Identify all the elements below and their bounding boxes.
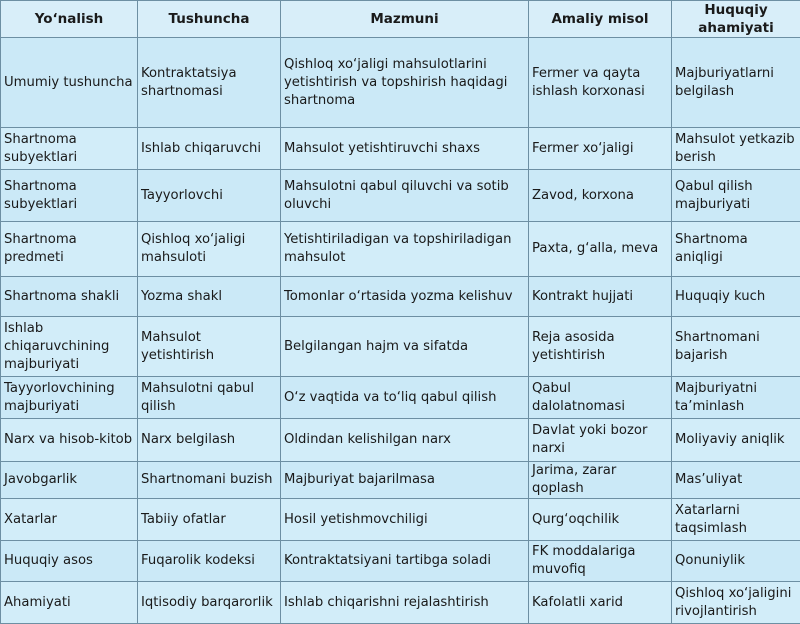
table-cell: Huquqiy kuch: [672, 277, 800, 317]
table-cell: Yozma shakl: [138, 277, 281, 317]
table-cell: Iqtisodiy barqarorlik: [138, 582, 281, 624]
table-cell: Qishloq xo‘jaligi mahsulotlarini yetishtirish va topshirish haqidagi shartnoma: [281, 38, 529, 128]
table-cell: Mahsulot yetishtiruvchi shaxs: [281, 128, 529, 170]
table-cell: Mahsulot yetkazib berish: [672, 128, 800, 170]
table-cell: Qabul qilish majburiyati: [672, 170, 800, 222]
table-cell: Fuqarolik kodeksi: [138, 541, 281, 582]
table-cell: Paxta, g‘alla, meva: [529, 222, 672, 277]
table-cell: Shartnoma predmeti: [1, 222, 138, 277]
table-row: [1, 419, 800, 462]
table-cell: Tabiiy ofatlar: [138, 499, 281, 541]
table-cell: Oldindan kelishilgan narx: [281, 419, 529, 462]
column-header-huquqiy-ahamiyati: Huquqiy ahamiyati: [672, 1, 800, 38]
table-cell: Ishlab chiqaruvchi: [138, 128, 281, 170]
column-header-mazmuni: Mazmuni: [281, 1, 529, 38]
table-cell: Ishlab chiqarishni rejalashtirish: [281, 582, 529, 624]
header-row: [1, 1, 800, 38]
table-cell: Narx va hisob-kitob: [1, 419, 138, 462]
table-cell: Narx belgilash: [138, 419, 281, 462]
table-cell: Ahamiyati: [1, 582, 138, 624]
table-cell: O‘z vaqtida va to‘liq qabul qilish: [281, 377, 529, 419]
table-cell: Qishloq xo‘jaligi mahsuloti: [138, 222, 281, 277]
table-cell: Majburiyat bajarilmasa: [281, 462, 529, 499]
table-cell: Jarima, zarar qoplash: [529, 462, 672, 499]
table-cell: Belgilangan hajm va sifatda: [281, 317, 529, 377]
table-row: [1, 582, 800, 624]
table-cell: Mahsulot yetishtirish: [138, 317, 281, 377]
table-cell: Tomonlar o‘rtasida yozma kelishuv: [281, 277, 529, 317]
table-cell: Mahsulotni qabul qiluvchi va sotib oluvchi: [281, 170, 529, 222]
table-cell: Shartnomani buzish: [138, 462, 281, 499]
table-cell: Fermer va qayta ishlash korxonasi: [529, 38, 672, 128]
table-cell: Shartnoma aniqligi: [672, 222, 800, 277]
table-cell: Ishlab chiqaruvchining majburiyati: [1, 317, 138, 377]
table-cell: Umumiy tushuncha: [1, 38, 138, 128]
table-row: [1, 499, 800, 541]
table-cell: Shartnomani bajarish: [672, 317, 800, 377]
table-row: [1, 541, 800, 582]
table-cell: Xatarlarni taqsimlash: [672, 499, 800, 541]
table-cell: Majburiyatlarni belgilash: [672, 38, 800, 128]
table-cell: Qishloq xo‘jaligini rivojlantirish: [672, 582, 800, 624]
table-row: [1, 222, 800, 277]
table-cell: Xatarlar: [1, 499, 138, 541]
table-cell: Davlat yoki bozor narxi: [529, 419, 672, 462]
table-cell: Kontrakt hujjati: [529, 277, 672, 317]
column-header-tushuncha: Tushuncha: [138, 1, 281, 38]
table-cell: Tayyorlovchining majburiyati: [1, 377, 138, 419]
table-cell: Shartnoma subyektlari: [1, 128, 138, 170]
table-row: [1, 277, 800, 317]
table-row: [1, 317, 800, 377]
table-row: [1, 377, 800, 419]
table-row: [1, 462, 800, 499]
table-cell: Javobgarlik: [1, 462, 138, 499]
table-cell: Fermer xo‘jaligi: [529, 128, 672, 170]
table-row: [1, 38, 800, 128]
table-cell: Mahsulotni qabul qilish: [138, 377, 281, 419]
table-cell: Qonuniylik: [672, 541, 800, 582]
table-cell: Zavod, korxona: [529, 170, 672, 222]
table-cell: Shartnoma subyektlari: [1, 170, 138, 222]
table-cell: Kontraktatsiya shartnomasi: [138, 38, 281, 128]
table-cell: Kontraktatsiyani tartibga soladi: [281, 541, 529, 582]
table-cell: Tayyorlovchi: [138, 170, 281, 222]
table-cell: Huquqiy asos: [1, 541, 138, 582]
table-row: [1, 170, 800, 222]
table-cell: Shartnoma shakli: [1, 277, 138, 317]
table-cell: Mas’uliyat: [672, 462, 800, 499]
table-cell: Qabul dalolatnomasi: [529, 377, 672, 419]
table-cell: Reja asosida yetishtirish: [529, 317, 672, 377]
table-cell: Hosil yetishmovchiligi: [281, 499, 529, 541]
table-row: [1, 128, 800, 170]
table-cell: Qurg‘oqchilik: [529, 499, 672, 541]
column-header-yonalish: Yo‘nalish: [1, 1, 138, 38]
table-cell: Kafolatli xarid: [529, 582, 672, 624]
column-header-amaliy-misol: Amaliy misol: [529, 1, 672, 38]
table-cell: Yetishtiriladigan va topshiriladigan mahsulot: [281, 222, 529, 277]
table-cell: FK moddalariga muvofiq: [529, 541, 672, 582]
table-cell: Majburiyatni ta’minlash: [672, 377, 800, 419]
table-cell: Moliyaviy aniqlik: [672, 419, 800, 462]
